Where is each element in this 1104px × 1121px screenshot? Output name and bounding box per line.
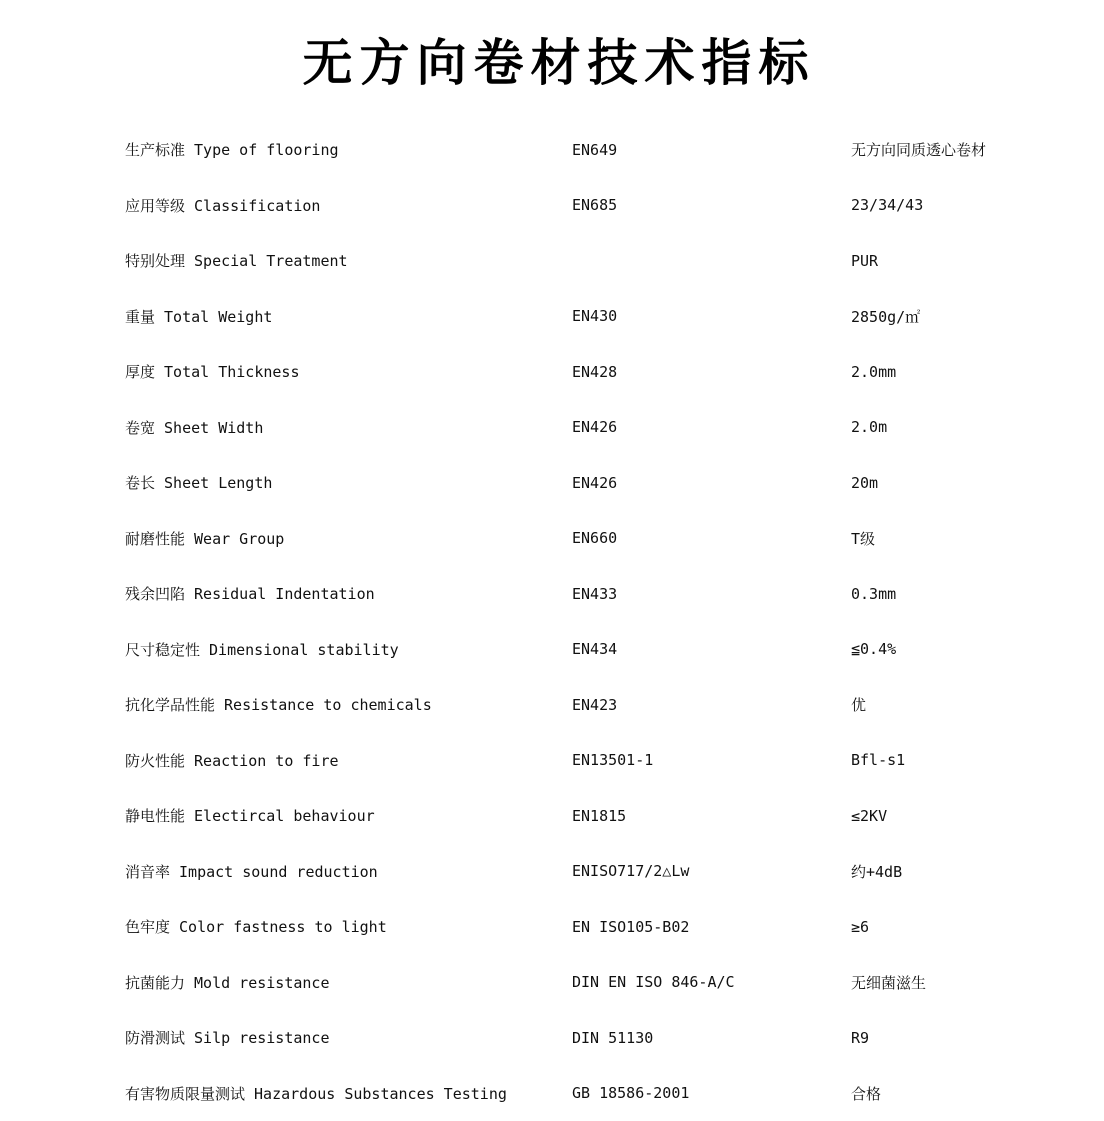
spec-property: 尺寸稳定性 Dimensional stability [125, 639, 572, 660]
spec-property: 卷长 Sheet Length [125, 472, 572, 493]
spec-value: 无细菌滋生 [851, 972, 1085, 993]
spec-row [125, 844, 1085, 900]
spec-standard: GB 18586-2001 [572, 1084, 851, 1102]
spec-row [125, 289, 1085, 345]
spec-property: 消音率 Impact sound reduction [125, 861, 572, 882]
spec-row [125, 955, 1085, 1011]
spec-property: 生产标准 Type of flooring [125, 139, 572, 160]
spec-standard: EN426 [572, 418, 851, 436]
spec-property: 卷宽 Sheet Width [125, 417, 572, 438]
spec-row [125, 566, 1085, 622]
spec-value: R9 [851, 1029, 1085, 1047]
spec-property: 应用等级 Classification [125, 195, 572, 216]
spec-standard: EN685 [572, 196, 851, 214]
spec-value: 2.0mm [851, 363, 1085, 381]
spec-standard: DIN EN ISO 846-A/C [572, 973, 851, 991]
spec-value: ≥6 [851, 918, 1085, 936]
spec-property: 特别处理 Special Treatment [125, 250, 572, 271]
spec-standard: EN423 [572, 696, 851, 714]
spec-standard: EN434 [572, 640, 851, 658]
spec-row [125, 455, 1085, 511]
spec-value: 0.3mm [851, 585, 1085, 603]
spec-standard: ENISO717/2△Lw [572, 862, 851, 880]
spec-value: 优 [851, 694, 1085, 715]
spec-property: 防火性能 Reaction to fire [125, 750, 572, 771]
spec-property: 耐磨性能 Wear Group [125, 528, 572, 549]
spec-property: 重量 Total Weight [125, 306, 572, 327]
spec-standard: EN1815 [572, 807, 851, 825]
spec-table [125, 122, 1085, 1121]
spec-standard: EN660 [572, 529, 851, 547]
spec-standard: EN428 [572, 363, 851, 381]
spec-value: PUR [851, 252, 1085, 270]
spec-value: 约+4dB [851, 861, 1085, 882]
spec-standard: EN649 [572, 141, 851, 159]
spec-value: 23/34/43 [851, 196, 1085, 214]
spec-row [125, 1066, 1085, 1121]
spec-value: 无方向同质透心卷材 [851, 139, 1085, 160]
spec-value: ≦0.4% [851, 640, 1085, 658]
spec-value: ≤2KV [851, 807, 1085, 825]
spec-standard: DIN 51130 [572, 1029, 851, 1047]
spec-row [125, 1010, 1085, 1066]
spec-value: T级 [851, 528, 1085, 549]
spec-value: Bfl-s1 [851, 751, 1085, 769]
spec-row [125, 622, 1085, 678]
spec-property: 有害物质限量测试 Hazardous Substances Testing [125, 1083, 572, 1104]
spec-property: 残余凹陷 Residual Indentation [125, 583, 572, 604]
spec-property: 色牢度 Color fastness to light [125, 916, 572, 937]
spec-standard: EN426 [572, 474, 851, 492]
spec-property: 抗化学品性能 Resistance to chemicals [125, 694, 572, 715]
spec-row [125, 344, 1085, 400]
spec-value: 20m [851, 474, 1085, 492]
spec-property: 厚度 Total Thickness [125, 361, 572, 382]
spec-row [125, 400, 1085, 456]
spec-property: 防滑测试 Silp resistance [125, 1027, 572, 1048]
spec-value: 2.0m [851, 418, 1085, 436]
spec-row [125, 733, 1085, 789]
spec-property: 静电性能 Electircal behaviour [125, 805, 572, 826]
spec-value: 2850g/㎡ [851, 306, 1085, 327]
spec-row [125, 511, 1085, 567]
spec-row [125, 178, 1085, 234]
spec-row [125, 788, 1085, 844]
spec-standard: EN ISO105-B02 [572, 918, 851, 936]
spec-value: 合格 [851, 1083, 1085, 1104]
spec-property: 抗菌能力 Mold resistance [125, 972, 572, 993]
spec-row [125, 899, 1085, 955]
spec-standard: EN13501-1 [572, 751, 851, 769]
spec-row [125, 677, 1085, 733]
spec-row [125, 233, 1085, 289]
spec-row [125, 122, 1085, 178]
spec-standard: EN433 [572, 585, 851, 603]
spec-standard: EN430 [572, 307, 851, 325]
page-title: 无方向卷材技术指标 [0, 30, 1104, 96]
